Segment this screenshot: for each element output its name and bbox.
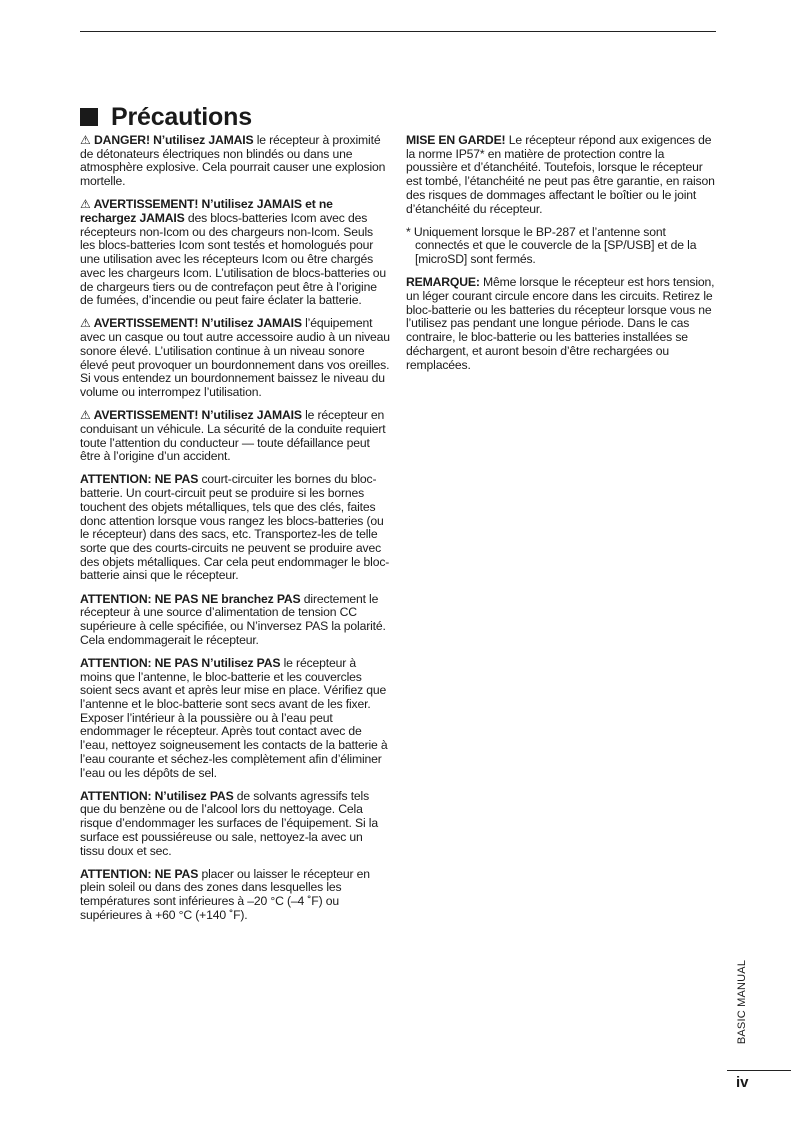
page-title: Précautions xyxy=(111,102,252,131)
paragraph-text: des blocs-batteries Icom avec des récepteurs non-Icom ou des chargeurs non-Icom. Seuls les blocs-batteries Icom sont testés et homologués pour une utilisation avec les récepteurs Icom ou être chargés avec les chargeurs Icom. L’utilisation de blocs-batteries ou de chargeurs tiers ou de contrefaçon peut être à l’origine de fumées, d’incendie ou peut faire éclater la batterie. xyxy=(80,211,387,308)
caution-dry-paragraph xyxy=(80,657,390,780)
mise-en-garde-lead: MISE EN GARDE! xyxy=(406,133,506,147)
caution-lead: ATTENTION: NE PAS N’utilisez PAS xyxy=(80,655,281,670)
mise-en-garde-paragraph xyxy=(406,134,716,216)
warning-lead: ⚠ AVERTISSEMENT! N’utilisez JAMAIS xyxy=(80,408,302,423)
paragraph-text: le récepteur à moins que l’antenne, le bloc-batterie et les couvercles soient secs avant et après leur mise en place. Vérifiez que l’antenne et le bloc-batterie sont secs avant de les fixer. Exposer l’intérieur à la poussière ou à l’eau peut endommager le récepteur. Après tout contact avec de l’eau, nettoyez soigneusement les contacts de la batterie à l’eau courante et séchez-les complètement afin d’éliminer l’eau ou les dépôts de sel. xyxy=(80,655,388,780)
left-column xyxy=(80,134,390,932)
caution-short-circuit-paragraph xyxy=(80,473,390,583)
paragraph-text: Le récepteur répond aux exigences de la norme IP57* en matière de protection contre la poussière et d’étanchéité. Toutefois, lorsque le récepteur est tombé, l’étanchéité ne peut pas être garantie, en raison des risques de dommages affectant le boîtier ou le joint d’étanchéité du récepteur. xyxy=(406,133,715,216)
remarque-paragraph xyxy=(406,276,716,372)
paragraph-text: le récepteur à proximité de détonateurs électriques non blindés ou dans une atmosphère explosive. Cela pourrait causer une explosion mortelle. xyxy=(80,133,386,189)
caution-lead: ATTENTION: NE PAS NE branchez PAS xyxy=(80,591,301,606)
caution-temperature-paragraph xyxy=(80,868,390,923)
paragraph-text: directement le récepteur à une source d’alimentation de tension CC supérieure à celle spécifiée, ou N’inversez PAS la polarité. Cela endommagerait le récepteur. xyxy=(80,591,386,647)
warning-lead: ⚠ AVERTISSEMENT! N’utilisez JAMAIS xyxy=(80,316,302,331)
caution-dc-power-paragraph xyxy=(80,593,390,648)
header-rule xyxy=(80,31,716,32)
warning-battery-paragraph xyxy=(80,198,390,308)
warning-lead: ⚠ AVERTISSEMENT! N’utilisez JAMAIS et ne rechargez JAMAIS xyxy=(80,197,333,226)
caution-lead: ATTENTION: NE PAS xyxy=(80,866,199,881)
page-number: iv xyxy=(736,1074,749,1091)
caution-lead: ATTENTION: N’utilisez PAS xyxy=(80,788,234,803)
warning-triangle-icon: ⚠ xyxy=(80,197,91,212)
warning-triangle-icon: ⚠ xyxy=(80,408,91,423)
caution-lead: ATTENTION: NE PAS xyxy=(80,472,199,487)
warning-driving-paragraph xyxy=(80,409,390,464)
paragraph-text: l’équipement avec un casque ou tout autre accessoire audio à un niveau sonore élevé. L’utilisation continue à un niveau sonore élevé peut provoquer un bourdonnement dans vos oreilles. Si vous entendez un bourdonnement baissez le niveau du volume ou interrompez l’utilisation. xyxy=(80,316,390,399)
paragraph-text: Même lorsque le récepteur est hors tension, un léger courant circule encore dans les circuits. Retirez le bloc-batterie ou les batteries du récepteur lorsque vous ne l’utilisez pas pendant une longue période. Dans le cas contraire, le bloc-batterie ou les batteries installées se déchargent, et auront besoin d’être rechargées ou remplacées. xyxy=(406,275,715,372)
right-column xyxy=(406,134,716,382)
warning-triangle-icon: ⚠ xyxy=(80,133,91,147)
caution-solvents-paragraph xyxy=(80,790,390,859)
warning-headphone-paragraph xyxy=(80,317,390,399)
ip57-footnote: * Uniquement lorsque le BP-287 et l’antenne sont connectés et que le couvercle de la [SP/USB] et de la [microSD] sont fermés. xyxy=(406,224,697,267)
paragraph-text: court-circuiter les bornes du bloc-batterie. Un court-circuit peut se produire si les bornes touchent des objets métalliques, tels que des clés, faites donc attention lorsque vous rangez les blocs-batteries (ou le récepteur) dans des sacs, etc. Transportez-les de telle sorte que des courts-circuits ne peuvent se produire avec des objets métalliques. Car cela peut endommager le bloc-batterie ainsi que le récepteur. xyxy=(80,472,390,583)
paragraph-text: placer ou laisser le récepteur en plein soleil ou dans des zones dans lesquelles les températures sont inférieures à –20 °C (–4 ˚F) ou supérieures à +60 °C (+140 ˚F). xyxy=(80,866,370,922)
square-bullet-icon xyxy=(80,108,98,126)
remarque-lead: REMARQUE: xyxy=(406,275,480,290)
danger-explosion-paragraph xyxy=(80,134,390,189)
basic-manual-side-label: BASIC MANUAL xyxy=(736,959,748,1045)
paragraph-text: de solvants agressifs tels que du benzène ou de l’alcool lors du nettoyage. Cela risque d’endommager les surfaces de l’équipement. Si la surface est poussiéreuse ou sale, nettoyez-la avec un tissu doux et sec. xyxy=(80,788,378,858)
paragraph-text: le récepteur en conduisant un véhicule. La sécurité de la conduite requiert toute l’attention du conducteur — toute défaillance peut être à l’origine d’un accident. xyxy=(80,408,386,464)
warning-triangle-icon: ⚠ xyxy=(80,316,91,331)
warning-lead: ⚠ DANGER! N’utilisez JAMAIS xyxy=(80,133,254,147)
section-title xyxy=(80,101,252,133)
footer-rule xyxy=(727,1070,791,1071)
